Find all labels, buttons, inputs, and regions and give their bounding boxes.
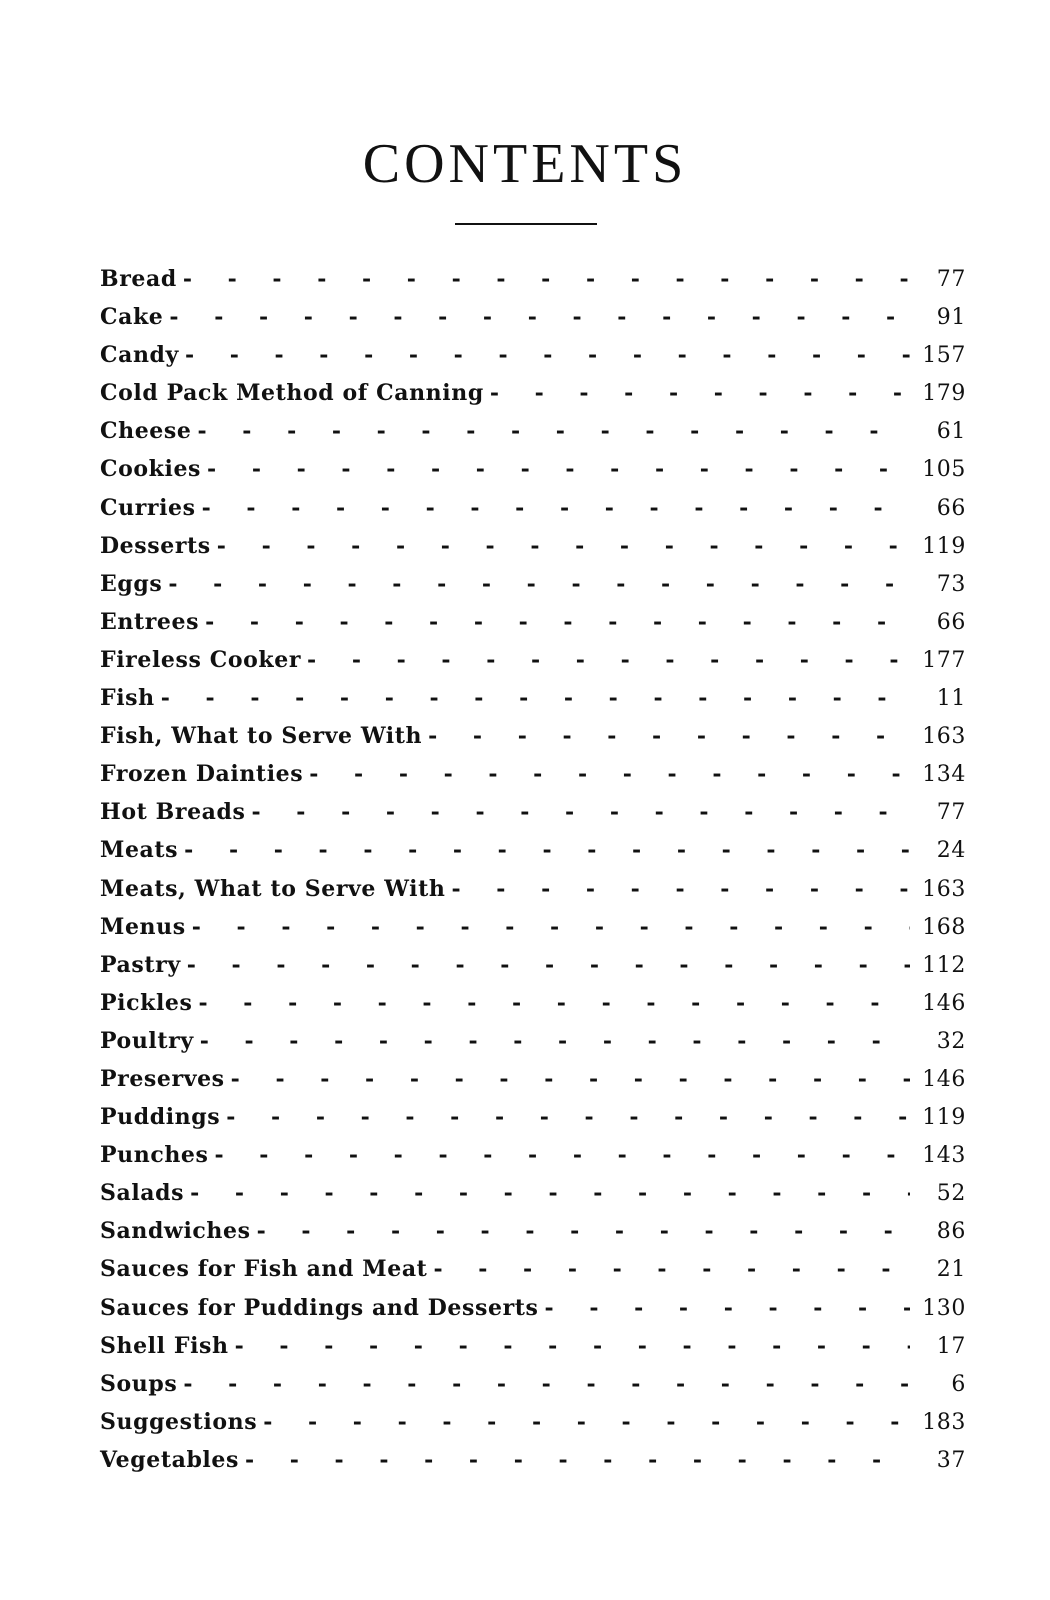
toc-entry xyxy=(100,952,966,990)
toc-entry xyxy=(100,1333,966,1371)
toc-entry-label: Sauces for Puddings and Desserts xyxy=(100,1294,539,1321)
dot-leader xyxy=(307,647,910,673)
toc-entry-page: 21 xyxy=(936,1257,966,1283)
toc-entry xyxy=(100,1142,966,1180)
toc-entry xyxy=(100,1104,966,1142)
toc-entry xyxy=(100,456,966,494)
dot-leader xyxy=(217,533,910,559)
toc-entry-page: 77 xyxy=(936,800,966,826)
toc-entry-page: 183 xyxy=(922,1409,966,1435)
toc-entry xyxy=(100,342,966,380)
toc-entry-page: 73 xyxy=(936,571,966,597)
dot-leader xyxy=(428,723,910,749)
toc-entry-label: Sandwiches xyxy=(100,1218,251,1245)
toc-entry-label: Hot Breads xyxy=(100,799,246,826)
toc-entry-page: 77 xyxy=(936,267,966,292)
toc-entry xyxy=(100,723,966,761)
toc-entry-label: Fish xyxy=(100,685,155,712)
toc-entry-label: Cookies xyxy=(100,456,202,483)
toc-entry xyxy=(100,685,966,723)
dot-leader xyxy=(200,1028,910,1054)
toc-entry-label: Preserves xyxy=(100,1065,225,1092)
toc-entry-label: Pastry xyxy=(100,951,181,978)
toc-entry xyxy=(100,914,966,952)
dot-leader xyxy=(215,1142,910,1168)
dot-leader xyxy=(185,342,910,368)
toc-entry-label: Cold Pack Method of Canning xyxy=(100,380,484,407)
toc-entry-page: 143 xyxy=(922,1143,966,1169)
toc-entry xyxy=(100,1256,966,1294)
toc-entry-page: 37 xyxy=(936,1447,966,1473)
toc-entry-page: 105 xyxy=(922,457,966,483)
dot-leader xyxy=(184,837,910,863)
toc-entry xyxy=(100,533,966,571)
dot-leader xyxy=(433,1256,910,1282)
dot-leader xyxy=(169,304,910,330)
toc-entry-page: 163 xyxy=(922,724,966,750)
toc-entry-label: Desserts xyxy=(100,532,211,559)
toc-entry-page: 119 xyxy=(922,1105,966,1131)
page-title: CONTENTS xyxy=(362,133,688,195)
dot-leader xyxy=(161,685,910,711)
dot-leader xyxy=(452,876,911,902)
toc-entry-label: Eggs xyxy=(100,570,163,597)
toc-entry-page: 112 xyxy=(922,952,966,978)
toc-entry xyxy=(100,1028,966,1066)
toc-entry-page: 179 xyxy=(922,381,966,407)
dot-leader xyxy=(202,495,910,521)
toc-entry-label: Entrees xyxy=(100,608,200,635)
toc-entry xyxy=(100,647,966,685)
toc-entry-page: 119 xyxy=(922,533,966,559)
toc-entry-label: Poultry xyxy=(100,1027,194,1054)
toc-entry-label: Soups xyxy=(100,1370,178,1397)
dot-leader xyxy=(197,418,910,444)
dot-leader xyxy=(490,380,910,406)
toc-entry-label: Shell Fish xyxy=(100,1332,229,1359)
toc-entry-label: Salads xyxy=(100,1180,185,1207)
toc-entry-label: Punches xyxy=(100,1142,209,1169)
toc-entry-label: Fish, What to Serve With xyxy=(100,723,423,750)
toc-entry-page: 66 xyxy=(936,495,966,521)
toc-entry-page: 86 xyxy=(936,1219,966,1245)
toc-entry xyxy=(100,1371,966,1409)
dot-leader xyxy=(187,952,910,978)
toc-entry xyxy=(100,380,966,418)
dot-leader xyxy=(545,1295,910,1321)
toc-entry-page: 32 xyxy=(936,1028,966,1054)
toc-entry xyxy=(100,609,966,647)
toc-entry-page: 168 xyxy=(922,914,966,940)
toc-entry xyxy=(100,799,966,837)
toc-entry-page: 146 xyxy=(922,990,966,1016)
toc-entry-label: Fireless Cooker xyxy=(100,646,302,673)
toc-entry-page: 134 xyxy=(922,762,966,788)
toc-entry-label: Puddings xyxy=(100,1104,221,1131)
toc-entry-label: Sauces for Fish and Meat xyxy=(100,1256,428,1283)
toc-entry-label: Vegetables xyxy=(100,1446,239,1473)
toc-entry-page: 24 xyxy=(936,838,966,864)
toc-entry-page: 52 xyxy=(936,1181,966,1207)
dot-leader xyxy=(245,1447,910,1473)
toc-entry xyxy=(100,266,966,304)
toc-entry-page: 157 xyxy=(922,343,966,369)
toc-entry xyxy=(100,761,966,799)
title-divider xyxy=(455,223,597,225)
toc-entry-label: Curries xyxy=(100,494,196,521)
toc-entry xyxy=(100,571,966,609)
toc-entry-page: 163 xyxy=(922,876,966,902)
dot-leader xyxy=(231,1066,910,1092)
toc-entry-page: 146 xyxy=(922,1066,966,1092)
dot-leader xyxy=(183,266,910,292)
toc-entry xyxy=(100,1218,966,1256)
toc-entry-page: 17 xyxy=(936,1333,966,1359)
dot-leader xyxy=(226,1104,910,1130)
toc-entry xyxy=(100,990,966,1028)
toc-entry xyxy=(100,1295,966,1333)
toc-entry xyxy=(100,1066,966,1104)
toc-entry-label: Suggestions xyxy=(100,1408,258,1435)
toc-entry-page: 130 xyxy=(922,1295,966,1321)
toc-entry-label: Menus xyxy=(100,913,186,940)
toc-entry-page: 91 xyxy=(936,305,966,331)
dot-leader xyxy=(235,1333,910,1359)
toc-entry-label: Frozen Dainties xyxy=(100,761,304,788)
toc-entry-label: Pickles xyxy=(100,989,193,1016)
toc-entry xyxy=(100,837,966,875)
toc-entry-page: 61 xyxy=(936,419,966,445)
toc-entry-page: 177 xyxy=(922,647,966,673)
toc-entry xyxy=(100,1409,966,1447)
toc-entry-page: 6 xyxy=(951,1371,966,1397)
toc-entry xyxy=(100,876,966,914)
dot-leader xyxy=(198,990,910,1016)
toc-entry xyxy=(100,304,966,342)
toc-entry xyxy=(100,1447,966,1485)
dot-leader xyxy=(205,609,910,635)
toc-entry-label: Bread xyxy=(100,266,177,292)
dot-leader xyxy=(309,761,910,787)
toc-entry xyxy=(100,1180,966,1218)
toc-entry-page: 11 xyxy=(936,686,966,712)
toc-entry-label: Cheese xyxy=(100,418,192,445)
dot-leader xyxy=(192,914,910,940)
dot-leader xyxy=(257,1218,910,1244)
toc-entry-label: Meats, What to Serve With xyxy=(100,875,446,902)
dot-leader xyxy=(263,1409,910,1435)
dot-leader xyxy=(168,571,910,597)
dot-leader xyxy=(190,1180,910,1206)
dot-leader xyxy=(252,799,911,825)
dot-leader xyxy=(207,456,910,482)
toc-entry xyxy=(100,418,966,456)
toc-entry-label: Meats xyxy=(100,837,179,864)
toc-entry-label: Candy xyxy=(100,342,179,369)
dot-leader xyxy=(183,1371,910,1397)
contents-list xyxy=(100,266,966,1485)
toc-entry xyxy=(100,495,966,533)
toc-entry-page: 66 xyxy=(936,609,966,635)
toc-entry-label: Cake xyxy=(100,304,164,331)
